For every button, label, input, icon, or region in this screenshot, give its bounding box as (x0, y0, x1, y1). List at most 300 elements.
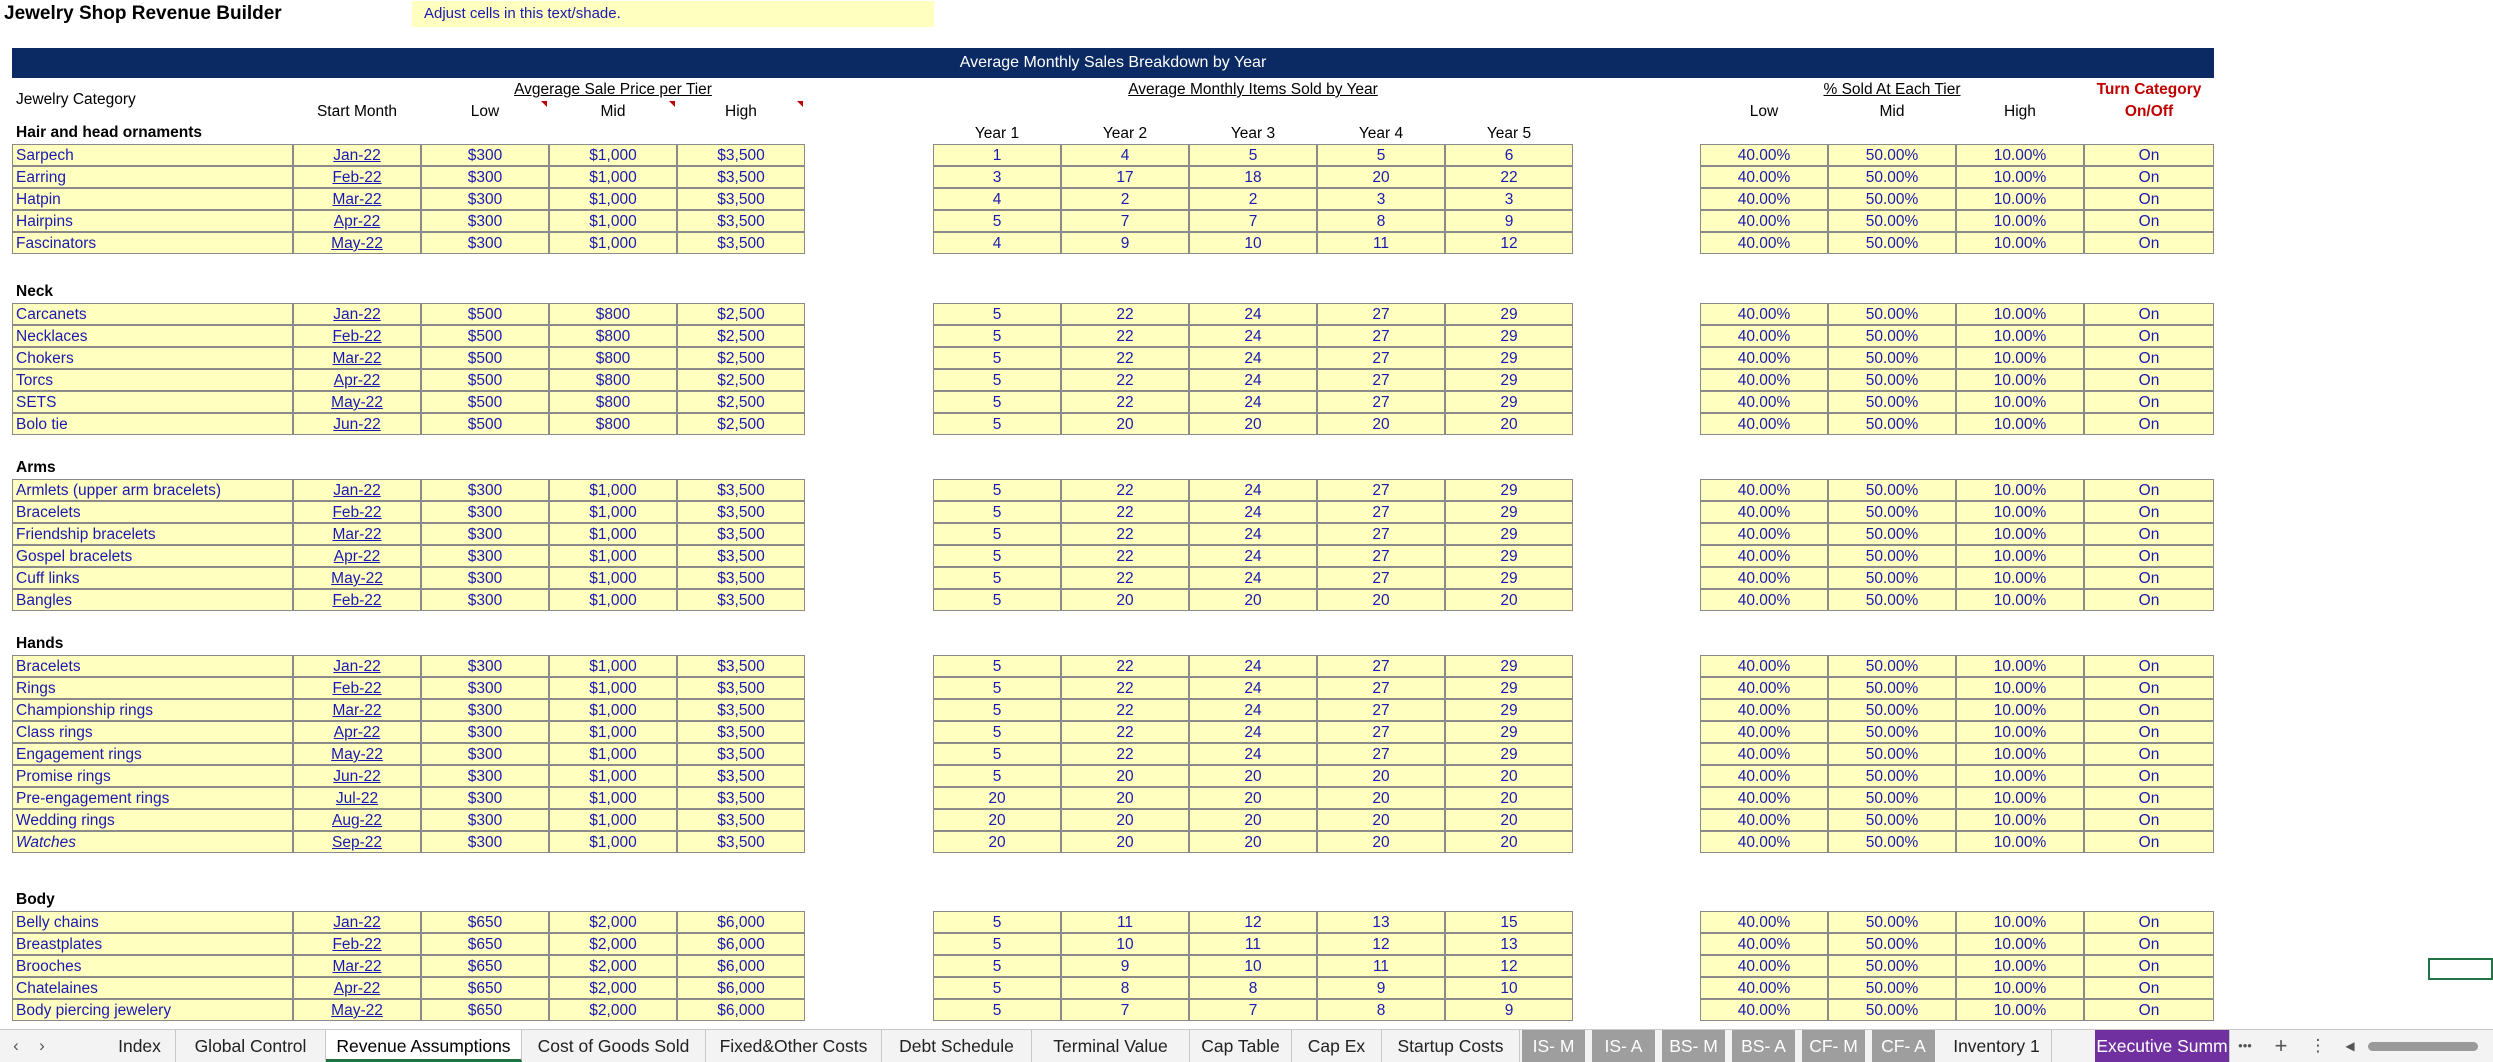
comment-indicator[interactable] (541, 101, 547, 107)
start-month-cell[interactable]: Mar-22 (293, 188, 421, 210)
high-price-cell[interactable]: $3,500 (677, 787, 805, 809)
low-pct-cell[interactable]: 40.00% (1700, 655, 1828, 677)
sheet-tab[interactable]: Terminal Value (1032, 1030, 1190, 1062)
mid-price-cell[interactable]: $1,000 (549, 589, 677, 611)
items-sold-year-4-cell[interactable]: 8 (1317, 999, 1445, 1021)
prev-sheet-icon[interactable]: ‹ (13, 1036, 19, 1055)
items-sold-year-5-cell[interactable]: 9 (1445, 210, 1573, 232)
items-sold-year-5-cell[interactable]: 29 (1445, 303, 1573, 325)
items-sold-year-4-cell[interactable]: 20 (1317, 765, 1445, 787)
low-price-cell[interactable]: $300 (421, 501, 549, 523)
category-toggle-cell[interactable]: On (2084, 955, 2214, 977)
mid-pct-cell[interactable]: 50.00% (1828, 721, 1956, 743)
low-price-cell[interactable]: $300 (421, 721, 549, 743)
sheet-tab[interactable]: IS- A (1592, 1030, 1658, 1062)
items-sold-year-5-cell[interactable]: 15 (1445, 911, 1573, 933)
high-pct-cell[interactable]: 10.00% (1956, 347, 2084, 369)
high-price-cell[interactable]: $3,500 (677, 699, 805, 721)
low-pct-cell[interactable]: 40.00% (1700, 210, 1828, 232)
items-sold-year-2-cell[interactable]: 8 (1061, 977, 1189, 999)
low-price-cell[interactable]: $650 (421, 933, 549, 955)
items-sold-year-1-cell[interactable]: 4 (933, 232, 1061, 254)
items-sold-year-5-cell[interactable]: 20 (1445, 787, 1573, 809)
category-name-cell[interactable]: Bracelets (12, 501, 293, 523)
category-name-cell[interactable]: Necklaces (12, 325, 293, 347)
category-toggle-cell[interactable]: On (2084, 369, 2214, 391)
items-sold-year-2-cell[interactable]: 20 (1061, 809, 1189, 831)
mid-price-cell[interactable]: $2,000 (549, 999, 677, 1021)
items-sold-year-1-cell[interactable]: 5 (933, 655, 1061, 677)
high-pct-cell[interactable]: 10.00% (1956, 765, 2084, 787)
low-pct-cell[interactable]: 40.00% (1700, 188, 1828, 210)
items-sold-year-5-cell[interactable]: 9 (1445, 999, 1573, 1021)
high-price-cell[interactable]: $3,500 (677, 479, 805, 501)
high-pct-cell[interactable]: 10.00% (1956, 911, 2084, 933)
low-price-cell[interactable]: $300 (421, 545, 549, 567)
items-sold-year-4-cell[interactable]: 11 (1317, 232, 1445, 254)
items-sold-year-2-cell[interactable]: 22 (1061, 699, 1189, 721)
start-month-cell[interactable]: Apr-22 (293, 977, 421, 999)
category-toggle-cell[interactable]: On (2084, 977, 2214, 999)
items-sold-year-4-cell[interactable]: 9 (1317, 977, 1445, 999)
category-name-cell[interactable]: Engagement rings (12, 743, 293, 765)
items-sold-year-1-cell[interactable]: 5 (933, 589, 1061, 611)
mid-price-cell[interactable]: $1,000 (549, 523, 677, 545)
mid-pct-cell[interactable]: 50.00% (1828, 787, 1956, 809)
items-sold-year-1-cell[interactable]: 5 (933, 369, 1061, 391)
category-name-cell[interactable]: Hatpin (12, 188, 293, 210)
mid-price-cell[interactable]: $1,000 (549, 721, 677, 743)
items-sold-year-5-cell[interactable]: 10 (1445, 977, 1573, 999)
low-price-cell[interactable]: $650 (421, 955, 549, 977)
mid-pct-cell[interactable]: 50.00% (1828, 501, 1956, 523)
items-sold-year-5-cell[interactable]: 20 (1445, 413, 1573, 435)
mid-price-cell[interactable]: $2,000 (549, 933, 677, 955)
mid-price-cell[interactable]: $1,000 (549, 743, 677, 765)
items-sold-year-5-cell[interactable]: 20 (1445, 831, 1573, 853)
low-pct-cell[interactable]: 40.00% (1700, 955, 1828, 977)
mid-price-cell[interactable]: $1,000 (549, 501, 677, 523)
category-toggle-cell[interactable]: On (2084, 545, 2214, 567)
category-toggle-cell[interactable]: On (2084, 721, 2214, 743)
mid-pct-cell[interactable]: 50.00% (1828, 479, 1956, 501)
low-price-cell[interactable]: $300 (421, 166, 549, 188)
low-pct-cell[interactable]: 40.00% (1700, 144, 1828, 166)
mid-price-cell[interactable]: $1,000 (549, 144, 677, 166)
high-pct-cell[interactable]: 10.00% (1956, 188, 2084, 210)
mid-price-cell[interactable]: $1,000 (549, 655, 677, 677)
mid-price-cell[interactable]: $1,000 (549, 831, 677, 853)
category-name-cell[interactable]: Gospel bracelets (12, 545, 293, 567)
sheet-tab[interactable]: BS- M (1662, 1030, 1728, 1062)
category-toggle-cell[interactable]: On (2084, 188, 2214, 210)
category-name-cell[interactable]: Promise rings (12, 765, 293, 787)
mid-price-cell[interactable]: $800 (549, 391, 677, 413)
items-sold-year-2-cell[interactable]: 20 (1061, 589, 1189, 611)
scroll-left-icon[interactable]: ◀ (2345, 1039, 2355, 1053)
low-pct-cell[interactable]: 40.00% (1700, 413, 1828, 435)
low-pct-cell[interactable]: 40.00% (1700, 369, 1828, 391)
low-price-cell[interactable]: $650 (421, 999, 549, 1021)
items-sold-year-5-cell[interactable]: 29 (1445, 567, 1573, 589)
items-sold-year-4-cell[interactable]: 27 (1317, 479, 1445, 501)
category-toggle-cell[interactable]: On (2084, 210, 2214, 232)
items-sold-year-2-cell[interactable]: 17 (1061, 166, 1189, 188)
mid-price-cell[interactable]: $800 (549, 369, 677, 391)
low-price-cell[interactable]: $300 (421, 831, 549, 853)
low-price-cell[interactable]: $500 (421, 325, 549, 347)
mid-price-cell[interactable]: $2,000 (549, 977, 677, 999)
start-month-cell[interactable]: Jan-22 (293, 303, 421, 325)
mid-price-cell[interactable]: $800 (549, 347, 677, 369)
high-pct-cell[interactable]: 10.00% (1956, 677, 2084, 699)
category-name-cell[interactable]: Sarpech (12, 144, 293, 166)
high-pct-cell[interactable]: 10.00% (1956, 545, 2084, 567)
items-sold-year-2-cell[interactable]: 22 (1061, 677, 1189, 699)
mid-pct-cell[interactable]: 50.00% (1828, 545, 1956, 567)
items-sold-year-4-cell[interactable]: 27 (1317, 303, 1445, 325)
low-price-cell[interactable]: $500 (421, 347, 549, 369)
items-sold-year-5-cell[interactable]: 29 (1445, 545, 1573, 567)
category-name-cell[interactable]: Breastplates (12, 933, 293, 955)
low-pct-cell[interactable]: 40.00% (1700, 677, 1828, 699)
category-name-cell[interactable]: Chatelaines (12, 977, 293, 999)
category-name-cell[interactable]: Watches (12, 831, 293, 853)
items-sold-year-3-cell[interactable]: 5 (1189, 144, 1317, 166)
mid-pct-cell[interactable]: 50.00% (1828, 999, 1956, 1021)
items-sold-year-3-cell[interactable]: 10 (1189, 955, 1317, 977)
high-price-cell[interactable]: $3,500 (677, 188, 805, 210)
low-price-cell[interactable]: $300 (421, 523, 549, 545)
start-month-cell[interactable]: Apr-22 (293, 721, 421, 743)
items-sold-year-5-cell[interactable]: 29 (1445, 699, 1573, 721)
items-sold-year-1-cell[interactable]: 5 (933, 955, 1061, 977)
items-sold-year-2-cell[interactable]: 4 (1061, 144, 1189, 166)
items-sold-year-2-cell[interactable]: 9 (1061, 955, 1189, 977)
items-sold-year-2-cell[interactable]: 22 (1061, 501, 1189, 523)
items-sold-year-3-cell[interactable]: 12 (1189, 911, 1317, 933)
items-sold-year-3-cell[interactable]: 24 (1189, 523, 1317, 545)
category-toggle-cell[interactable]: On (2084, 325, 2214, 347)
category-toggle-cell[interactable]: On (2084, 999, 2214, 1021)
mid-pct-cell[interactable]: 50.00% (1828, 955, 1956, 977)
mid-pct-cell[interactable]: 50.00% (1828, 166, 1956, 188)
items-sold-year-3-cell[interactable]: 20 (1189, 413, 1317, 435)
mid-pct-cell[interactable]: 50.00% (1828, 347, 1956, 369)
comment-indicator[interactable] (797, 101, 803, 107)
high-price-cell[interactable]: $3,500 (677, 166, 805, 188)
low-pct-cell[interactable]: 40.00% (1700, 933, 1828, 955)
category-toggle-cell[interactable]: On (2084, 303, 2214, 325)
items-sold-year-3-cell[interactable]: 24 (1189, 677, 1317, 699)
high-price-cell[interactable]: $6,000 (677, 955, 805, 977)
mid-pct-cell[interactable]: 50.00% (1828, 911, 1956, 933)
low-price-cell[interactable]: $300 (421, 567, 549, 589)
category-toggle-cell[interactable]: On (2084, 144, 2214, 166)
sheet-tab[interactable]: CF- A (1872, 1030, 1938, 1062)
items-sold-year-2-cell[interactable]: 20 (1061, 765, 1189, 787)
high-pct-cell[interactable]: 10.00% (1956, 391, 2084, 413)
items-sold-year-4-cell[interactable]: 20 (1317, 413, 1445, 435)
low-price-cell[interactable]: $300 (421, 589, 549, 611)
high-pct-cell[interactable]: 10.00% (1956, 589, 2084, 611)
mid-price-cell[interactable]: $800 (549, 413, 677, 435)
low-price-cell[interactable]: $300 (421, 655, 549, 677)
category-toggle-cell[interactable]: On (2084, 699, 2214, 721)
start-month-cell[interactable]: Sep-22 (293, 831, 421, 853)
items-sold-year-4-cell[interactable]: 20 (1317, 166, 1445, 188)
items-sold-year-3-cell[interactable]: 24 (1189, 347, 1317, 369)
mid-pct-cell[interactable]: 50.00% (1828, 743, 1956, 765)
high-pct-cell[interactable]: 10.00% (1956, 232, 2084, 254)
items-sold-year-5-cell[interactable]: 20 (1445, 809, 1573, 831)
mid-price-cell[interactable]: $1,000 (549, 809, 677, 831)
category-toggle-cell[interactable]: On (2084, 479, 2214, 501)
low-price-cell[interactable]: $300 (421, 232, 549, 254)
items-sold-year-3-cell[interactable]: 20 (1189, 831, 1317, 853)
items-sold-year-1-cell[interactable]: 5 (933, 303, 1061, 325)
category-toggle-cell[interactable]: On (2084, 655, 2214, 677)
category-toggle-cell[interactable]: On (2084, 809, 2214, 831)
low-pct-cell[interactable]: 40.00% (1700, 787, 1828, 809)
start-month-cell[interactable]: May-22 (293, 391, 421, 413)
low-pct-cell[interactable]: 40.00% (1700, 232, 1828, 254)
start-month-cell[interactable]: May-22 (293, 999, 421, 1021)
category-toggle-cell[interactable]: On (2084, 347, 2214, 369)
items-sold-year-2-cell[interactable]: 7 (1061, 999, 1189, 1021)
category-name-cell[interactable]: Body piercing jewelery (12, 999, 293, 1021)
low-price-cell[interactable]: $300 (421, 210, 549, 232)
category-toggle-cell[interactable]: On (2084, 677, 2214, 699)
items-sold-year-3-cell[interactable]: 24 (1189, 369, 1317, 391)
high-price-cell[interactable]: $3,500 (677, 567, 805, 589)
low-pct-cell[interactable]: 40.00% (1700, 743, 1828, 765)
items-sold-year-1-cell[interactable]: 20 (933, 787, 1061, 809)
high-price-cell[interactable]: $2,500 (677, 369, 805, 391)
items-sold-year-1-cell[interactable]: 5 (933, 911, 1061, 933)
high-pct-cell[interactable]: 10.00% (1956, 567, 2084, 589)
low-pct-cell[interactable]: 40.00% (1700, 721, 1828, 743)
start-month-cell[interactable]: Jun-22 (293, 413, 421, 435)
category-name-cell[interactable]: Brooches (12, 955, 293, 977)
mid-price-cell[interactable]: $2,000 (549, 911, 677, 933)
start-month-cell[interactable]: Feb-22 (293, 589, 421, 611)
items-sold-year-4-cell[interactable]: 20 (1317, 787, 1445, 809)
sheet-tab[interactable]: Fixed&Other Costs (706, 1030, 882, 1062)
items-sold-year-5-cell[interactable]: 20 (1445, 765, 1573, 787)
start-month-cell[interactable]: May-22 (293, 743, 421, 765)
items-sold-year-2-cell[interactable]: 9 (1061, 232, 1189, 254)
items-sold-year-2-cell[interactable]: 22 (1061, 523, 1189, 545)
items-sold-year-5-cell[interactable]: 29 (1445, 347, 1573, 369)
category-name-cell[interactable]: Bangles (12, 589, 293, 611)
mid-pct-cell[interactable]: 50.00% (1828, 232, 1956, 254)
sheet-tab[interactable]: CF- M (1802, 1030, 1868, 1062)
items-sold-year-5-cell[interactable]: 13 (1445, 933, 1573, 955)
high-pct-cell[interactable]: 10.00% (1956, 831, 2084, 853)
items-sold-year-4-cell[interactable]: 27 (1317, 369, 1445, 391)
start-month-cell[interactable]: Jan-22 (293, 655, 421, 677)
category-toggle-cell[interactable]: On (2084, 787, 2214, 809)
mid-pct-cell[interactable]: 50.00% (1828, 210, 1956, 232)
low-pct-cell[interactable]: 40.00% (1700, 391, 1828, 413)
items-sold-year-4-cell[interactable]: 27 (1317, 567, 1445, 589)
sheet-tab[interactable]: Revenue Assumptions (326, 1030, 522, 1062)
category-name-cell[interactable]: Pre-engagement rings (12, 787, 293, 809)
category-name-cell[interactable]: Wedding rings (12, 809, 293, 831)
items-sold-year-1-cell[interactable]: 5 (933, 743, 1061, 765)
items-sold-year-5-cell[interactable]: 29 (1445, 721, 1573, 743)
category-toggle-cell[interactable]: On (2084, 523, 2214, 545)
high-price-cell[interactable]: $2,500 (677, 391, 805, 413)
items-sold-year-4-cell[interactable]: 27 (1317, 545, 1445, 567)
category-name-cell[interactable]: Chokers (12, 347, 293, 369)
high-pct-cell[interactable]: 10.00% (1956, 479, 2084, 501)
mid-price-cell[interactable]: $1,000 (549, 210, 677, 232)
high-price-cell[interactable]: $3,500 (677, 743, 805, 765)
items-sold-year-1-cell[interactable]: 5 (933, 413, 1061, 435)
low-pct-cell[interactable]: 40.00% (1700, 911, 1828, 933)
mid-pct-cell[interactable]: 50.00% (1828, 933, 1956, 955)
next-sheet-icon[interactable]: › (39, 1036, 45, 1055)
high-pct-cell[interactable]: 10.00% (1956, 955, 2084, 977)
items-sold-year-4-cell[interactable]: 13 (1317, 911, 1445, 933)
items-sold-year-5-cell[interactable]: 3 (1445, 188, 1573, 210)
items-sold-year-4-cell[interactable]: 27 (1317, 391, 1445, 413)
mid-pct-cell[interactable]: 50.00% (1828, 831, 1956, 853)
category-name-cell[interactable]: Armlets (upper arm bracelets) (12, 479, 293, 501)
items-sold-year-1-cell[interactable]: 5 (933, 721, 1061, 743)
sheet-tab[interactable]: Inventory 1 (1942, 1030, 2052, 1062)
start-month-cell[interactable]: Jul-22 (293, 787, 421, 809)
mid-price-cell[interactable]: $800 (549, 303, 677, 325)
low-price-cell[interactable]: $500 (421, 391, 549, 413)
high-price-cell[interactable]: $3,500 (677, 655, 805, 677)
items-sold-year-4-cell[interactable]: 27 (1317, 699, 1445, 721)
mid-pct-cell[interactable]: 50.00% (1828, 589, 1956, 611)
options-icon[interactable]: ⋮ (2309, 1036, 2327, 1055)
high-pct-cell[interactable]: 10.00% (1956, 933, 2084, 955)
items-sold-year-3-cell[interactable]: 20 (1189, 589, 1317, 611)
high-price-cell[interactable]: $3,500 (677, 589, 805, 611)
items-sold-year-1-cell[interactable]: 5 (933, 210, 1061, 232)
items-sold-year-2-cell[interactable]: 7 (1061, 210, 1189, 232)
mid-pct-cell[interactable]: 50.00% (1828, 325, 1956, 347)
sheet-tab[interactable]: Index (104, 1030, 176, 1062)
items-sold-year-4-cell[interactable]: 3 (1317, 188, 1445, 210)
items-sold-year-1-cell[interactable]: 5 (933, 479, 1061, 501)
category-name-cell[interactable]: Class rings (12, 721, 293, 743)
items-sold-year-4-cell[interactable]: 20 (1317, 809, 1445, 831)
mid-pct-cell[interactable]: 50.00% (1828, 977, 1956, 999)
items-sold-year-1-cell[interactable]: 5 (933, 765, 1061, 787)
mid-price-cell[interactable]: $1,000 (549, 479, 677, 501)
mid-pct-cell[interactable]: 50.00% (1828, 809, 1956, 831)
category-name-cell[interactable]: Rings (12, 677, 293, 699)
items-sold-year-3-cell[interactable]: 24 (1189, 567, 1317, 589)
sheet-tab[interactable]: BS- A (1732, 1030, 1798, 1062)
items-sold-year-2-cell[interactable]: 22 (1061, 325, 1189, 347)
mid-pct-cell[interactable]: 50.00% (1828, 303, 1956, 325)
low-price-cell[interactable]: $650 (421, 911, 549, 933)
high-price-cell[interactable]: $6,000 (677, 977, 805, 999)
low-pct-cell[interactable]: 40.00% (1700, 589, 1828, 611)
sheet-tab[interactable]: Global Control (176, 1030, 326, 1062)
items-sold-year-5-cell[interactable]: 6 (1445, 144, 1573, 166)
items-sold-year-3-cell[interactable]: 2 (1189, 188, 1317, 210)
items-sold-year-5-cell[interactable]: 29 (1445, 479, 1573, 501)
sheet-tab[interactable]: Executive Summ (2095, 1030, 2230, 1062)
high-price-cell[interactable]: $3,500 (677, 144, 805, 166)
items-sold-year-2-cell[interactable]: 22 (1061, 545, 1189, 567)
sheet-tab[interactable]: IS- M (1522, 1030, 1588, 1062)
low-pct-cell[interactable]: 40.00% (1700, 699, 1828, 721)
items-sold-year-5-cell[interactable]: 20 (1445, 589, 1573, 611)
high-pct-cell[interactable]: 10.00% (1956, 977, 2084, 999)
high-pct-cell[interactable]: 10.00% (1956, 144, 2084, 166)
low-price-cell[interactable]: $300 (421, 699, 549, 721)
sheet-tab[interactable]: Cap Ex (1292, 1030, 1382, 1062)
items-sold-year-3-cell[interactable]: 24 (1189, 655, 1317, 677)
items-sold-year-2-cell[interactable]: 22 (1061, 655, 1189, 677)
high-pct-cell[interactable]: 10.00% (1956, 166, 2084, 188)
items-sold-year-2-cell[interactable]: 20 (1061, 787, 1189, 809)
high-pct-cell[interactable]: 10.00% (1956, 501, 2084, 523)
items-sold-year-4-cell[interactable]: 20 (1317, 831, 1445, 853)
mid-pct-cell[interactable]: 50.00% (1828, 567, 1956, 589)
horizontal-scrollbar[interactable] (2368, 1042, 2478, 1051)
items-sold-year-1-cell[interactable]: 5 (933, 999, 1061, 1021)
low-price-cell[interactable]: $500 (421, 413, 549, 435)
start-month-cell[interactable]: May-22 (293, 567, 421, 589)
items-sold-year-2-cell[interactable]: 22 (1061, 721, 1189, 743)
category-name-cell[interactable]: Earring (12, 166, 293, 188)
items-sold-year-4-cell[interactable]: 27 (1317, 501, 1445, 523)
mid-price-cell[interactable]: $1,000 (549, 699, 677, 721)
items-sold-year-1-cell[interactable]: 5 (933, 347, 1061, 369)
items-sold-year-2-cell[interactable]: 22 (1061, 369, 1189, 391)
high-price-cell[interactable]: $6,000 (677, 911, 805, 933)
items-sold-year-3-cell[interactable]: 11 (1189, 933, 1317, 955)
items-sold-year-4-cell[interactable]: 27 (1317, 655, 1445, 677)
more-sheets-icon[interactable]: ••• (2238, 1038, 2252, 1053)
mid-price-cell[interactable]: $800 (549, 325, 677, 347)
low-price-cell[interactable]: $500 (421, 303, 549, 325)
mid-pct-cell[interactable]: 50.00% (1828, 765, 1956, 787)
high-pct-cell[interactable]: 10.00% (1956, 523, 2084, 545)
items-sold-year-3-cell[interactable]: 24 (1189, 479, 1317, 501)
selected-cell[interactable] (2428, 958, 2493, 980)
low-pct-cell[interactable]: 40.00% (1700, 303, 1828, 325)
items-sold-year-5-cell[interactable]: 22 (1445, 166, 1573, 188)
sheet-tab[interactable]: Cap Table (1190, 1030, 1292, 1062)
start-month-cell[interactable]: Feb-22 (293, 933, 421, 955)
low-pct-cell[interactable]: 40.00% (1700, 347, 1828, 369)
category-name-cell[interactable]: SETS (12, 391, 293, 413)
mid-pct-cell[interactable]: 50.00% (1828, 523, 1956, 545)
items-sold-year-5-cell[interactable]: 12 (1445, 955, 1573, 977)
high-pct-cell[interactable]: 10.00% (1956, 809, 2084, 831)
items-sold-year-1-cell[interactable]: 5 (933, 523, 1061, 545)
items-sold-year-3-cell[interactable]: 20 (1189, 787, 1317, 809)
start-month-cell[interactable]: Mar-22 (293, 523, 421, 545)
instruction-note[interactable]: Adjust cells in this text/shade. (412, 1, 934, 27)
start-month-cell[interactable]: Jan-22 (293, 911, 421, 933)
start-month-cell[interactable]: May-22 (293, 232, 421, 254)
high-price-cell[interactable]: $3,500 (677, 232, 805, 254)
mid-price-cell[interactable]: $1,000 (549, 787, 677, 809)
high-pct-cell[interactable]: 10.00% (1956, 325, 2084, 347)
